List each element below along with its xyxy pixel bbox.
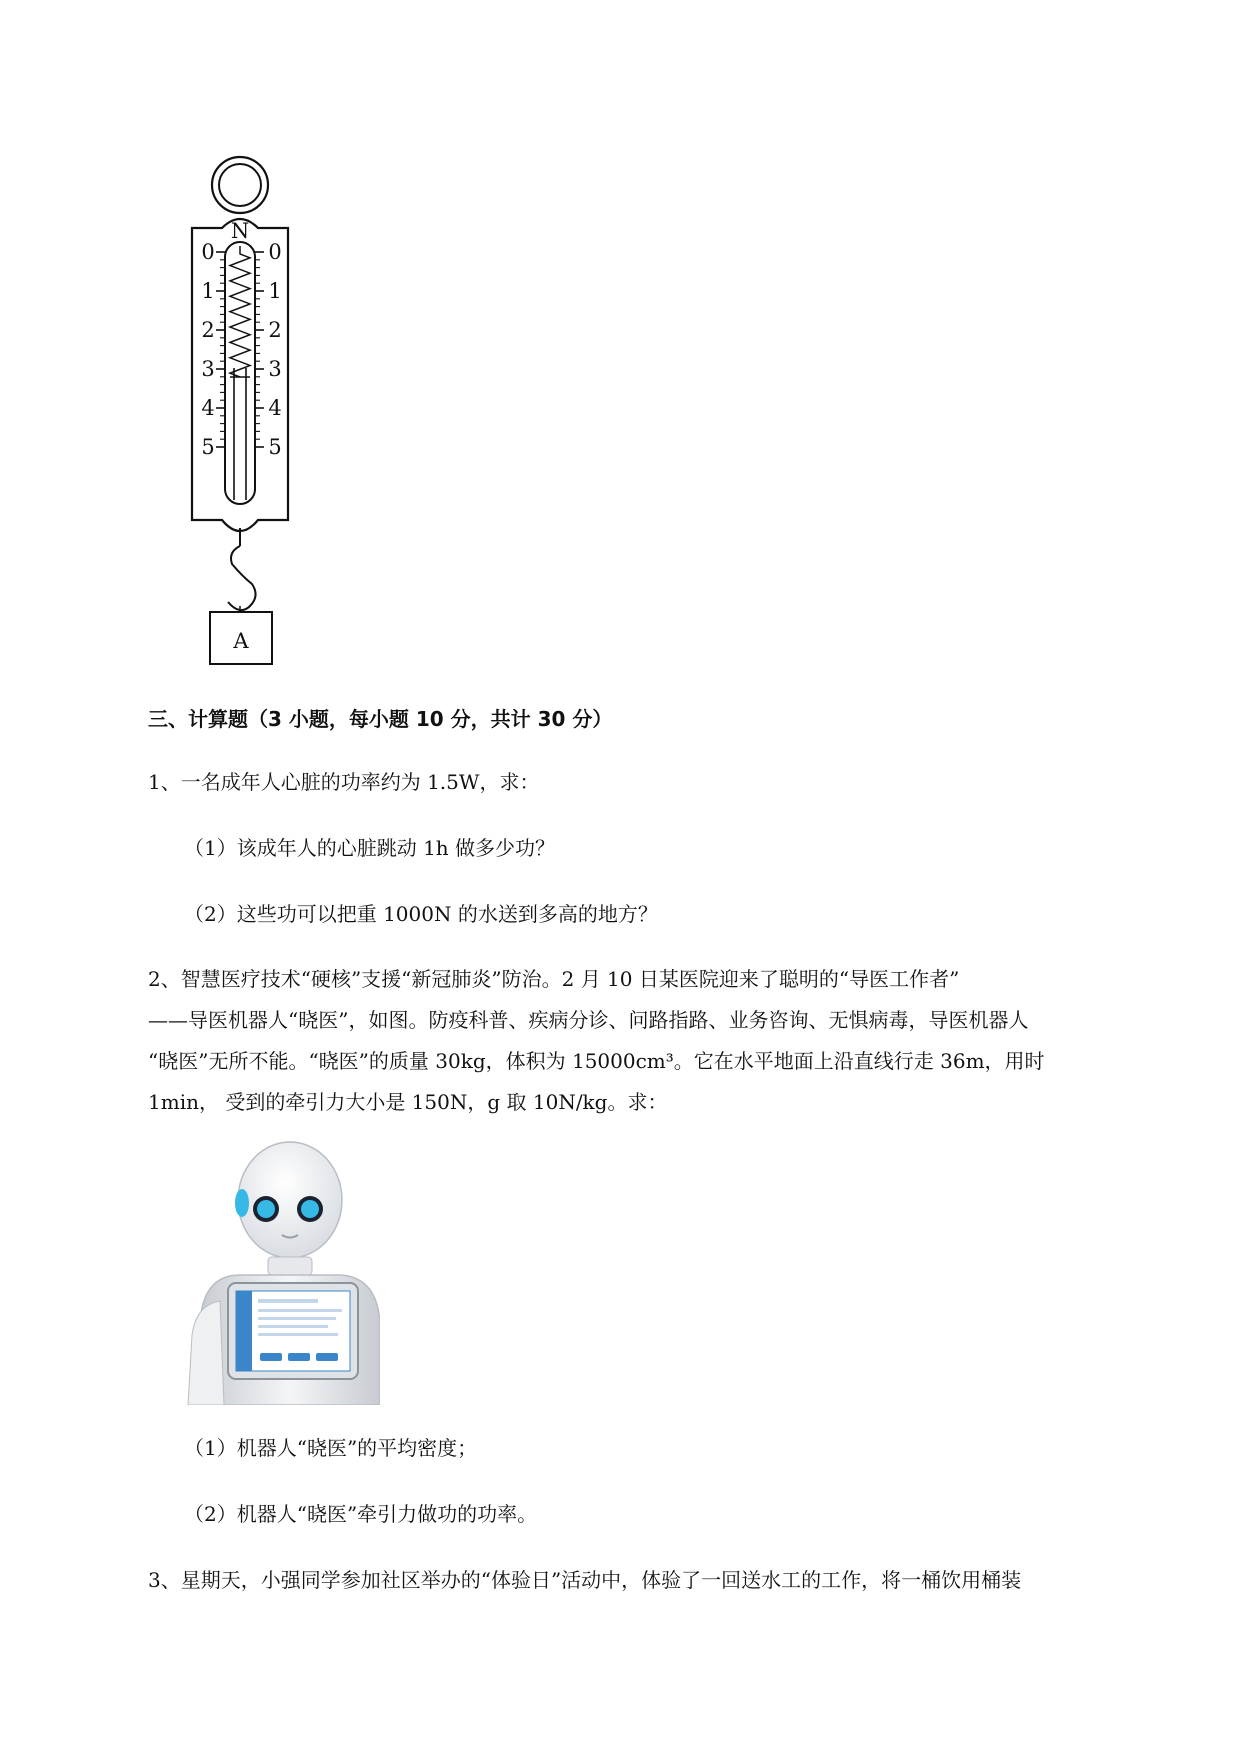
scale-label-right: 5 <box>268 435 282 459</box>
scale-ring-inner <box>219 164 261 206</box>
robot-screen-buttons <box>260 1353 338 1361</box>
question-2-line-1: 2、智慧医疗技术“硬核”支援“新冠肺炎”防治。2 月 10 日某医院迎来了聪明的“导医工作者” <box>148 967 960 991</box>
robot-arm <box>188 1301 224 1405</box>
section-heading: 三、计算题（3 小题，每小题 10 分，共计 30 分） <box>148 707 613 731</box>
robot-eye-right-glow <box>301 1200 319 1218</box>
scale-label-right: 1 <box>268 279 282 303</box>
scale-label-right: 3 <box>268 357 282 381</box>
question-3-text: 3、星期天，小强同学参加社区举办的“体验日”活动中，体验了一回送水工的工作，将一桶饮用桶装 <box>148 1568 1022 1592</box>
question-1-part-2: （2）这些功可以把重 1000N 的水送到多高的地方？ <box>184 902 658 926</box>
scale-labels-right <box>268 240 281 459</box>
spring-coil <box>230 246 250 377</box>
scale-label-left: 2 <box>201 318 215 342</box>
robot-eye-left-glow <box>257 1200 275 1218</box>
question-2-line-2: ——导医机器人“晓医”，如图。防疫科普、疾病分诊、问路指路、业务咨询、无惧病毒，导医机器人 <box>148 1008 1029 1032</box>
robot-neck <box>268 1257 312 1275</box>
scale-label-right: 0 <box>268 240 282 264</box>
scale-label-left: 0 <box>201 240 215 264</box>
hook <box>228 546 256 610</box>
scale-label-right: 2 <box>268 318 282 342</box>
scale-label-left: 3 <box>201 357 215 381</box>
question-1-text: 1、一名成年人心脏的功率约为 1.5W，求： <box>148 770 540 794</box>
weight-block-label: A <box>233 629 249 653</box>
scale-label-left: 5 <box>201 435 215 459</box>
scale-unit-label: N <box>230 219 250 243</box>
robot-screen-sidebar <box>236 1291 252 1371</box>
scale-ticks <box>216 252 264 447</box>
scale-label-left: 1 <box>201 279 215 303</box>
spring-zigzag <box>230 246 250 377</box>
question-2-part-2: （2）机器人“晓医”牵引力做功的功率。 <box>184 1502 538 1526</box>
question-2-line-3: “晓医”无所不能。“晓医”的质量 30kg，体积为 15000cm³。它在水平地面上沿直线行走 36m，用时 <box>148 1049 1045 1073</box>
question-2-part-1: （1）机器人“晓医”的平均密度； <box>184 1436 478 1460</box>
question-2-line-4: 1min， 受到的牵引力大小是 150N，g 取 10N/kg。求： <box>148 1090 668 1114</box>
scale-label-right: 4 <box>268 396 282 420</box>
scale-labels-left <box>201 240 214 459</box>
robot-figure <box>180 1125 380 1405</box>
scale-ring <box>212 157 268 213</box>
spring-scale-figure <box>180 150 320 670</box>
robot-head <box>238 1142 342 1258</box>
question-1-part-1: （1）该成年人的心脏跳动 1h 做多少功？ <box>184 836 556 860</box>
robot-ear <box>235 1189 249 1217</box>
scale-label-left: 4 <box>201 396 215 420</box>
